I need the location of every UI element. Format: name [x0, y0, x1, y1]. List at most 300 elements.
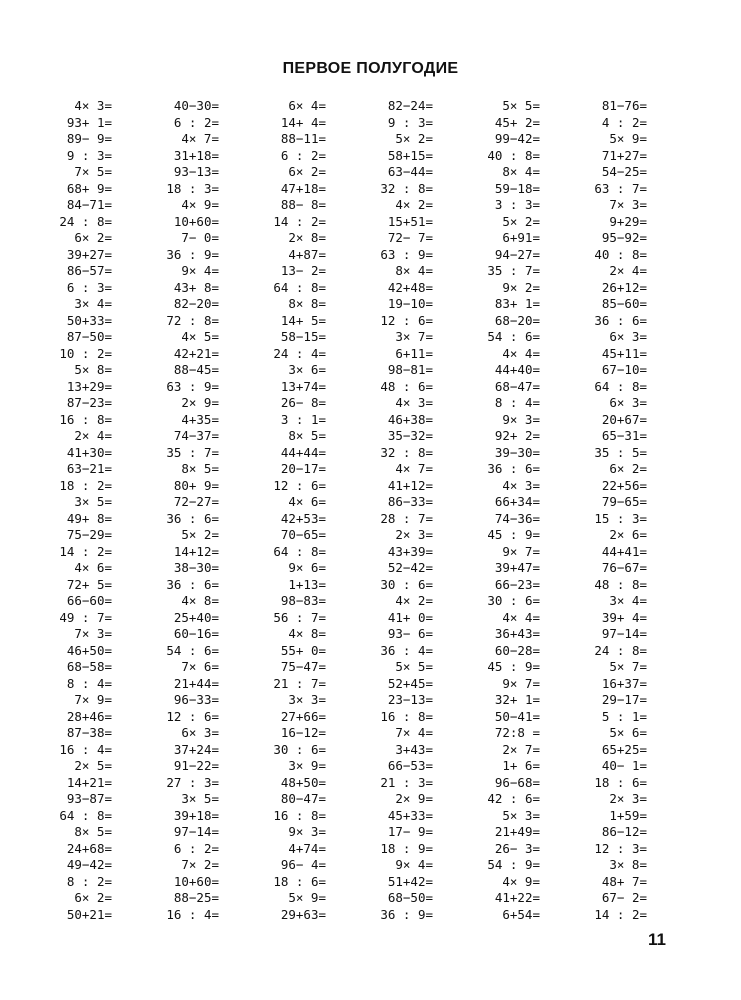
exercise-item: 36 : 9=: [166, 246, 219, 262]
exercise-item: 16 : 4=: [59, 741, 112, 757]
exercise-item: 36 : 9=: [380, 906, 433, 922]
exercise-item: 39+ 4=: [601, 609, 647, 625]
exercise-item: 4× 6=: [74, 560, 112, 575]
exercise-item: 16 : 4=: [166, 906, 219, 922]
exercise-item: 54 : 9=: [487, 857, 540, 872]
exercise-item: 41+22=: [494, 890, 540, 905]
exercise-item: 4× 4=: [502, 345, 540, 361]
exercise-item: 3× 7=: [395, 329, 433, 344]
exercise-item: 97−14=: [601, 626, 647, 641]
exercise-item: 2× 9=: [395, 791, 433, 806]
exercise-column: [40, 98, 147, 923]
exercise-item: 87−50=: [66, 329, 112, 344]
exercise-item: 45 : 9=: [487, 659, 540, 674]
exercise-item: 2× 3=: [609, 791, 647, 806]
exercise-item: 7− 0=: [181, 230, 219, 245]
exercise-item: 14 : 2=: [273, 213, 326, 229]
exercise-item: 5× 2=: [395, 131, 433, 146]
exercise-item: 3× 5=: [181, 791, 219, 806]
exercise-item: 93− 6=: [387, 626, 433, 641]
exercise-item: 4+74=: [288, 840, 326, 856]
exercise-item: 48 : 8=: [594, 576, 647, 592]
exercise-item: 8× 5=: [288, 428, 326, 443]
exercise-item: 32 : 8=: [380, 444, 433, 460]
exercise-item: 30 : 6=: [487, 593, 540, 608]
exercise-item: 49 : 7=: [59, 609, 112, 625]
exercise-item: 45+33=: [387, 807, 433, 823]
exercise-item: 42 : 6=: [487, 791, 540, 806]
exercise-item: 2× 3=: [395, 527, 433, 542]
exercise-item: 30 : 6=: [380, 576, 433, 592]
exercise-item: 6 : 2=: [173, 840, 219, 856]
exercise-item: 46+50=: [66, 642, 112, 658]
exercise-item: 96− 4=: [280, 857, 326, 872]
exercise-item: 4× 9=: [502, 873, 540, 889]
exercise-item: 50+33=: [66, 312, 112, 328]
exercise-item: 18 : 9=: [380, 840, 433, 856]
exercise-item: 10+60=: [173, 873, 219, 889]
exercise-item: 92+ 2=: [494, 428, 540, 443]
exercise-item: 24 : 8=: [59, 213, 112, 229]
exercise-item: 86−57=: [66, 263, 112, 278]
exercise-item: 2× 5=: [74, 758, 112, 773]
exercise-item: 68−50=: [387, 890, 433, 905]
exercise-item: 19−10=: [387, 296, 433, 311]
exercise-item: 87−38=: [66, 725, 112, 740]
exercise-item: 68−58=: [66, 659, 112, 674]
exercise-item: 12 : 6=: [273, 477, 326, 493]
exercise-item: 4+87=: [288, 246, 326, 262]
exercise-item: 81−76=: [601, 98, 647, 113]
exercise-item: 2× 9=: [181, 395, 219, 410]
exercise-item: 2× 4=: [74, 428, 112, 443]
exercise-item: 7× 3=: [74, 626, 112, 641]
exercise-item: 8× 5=: [74, 824, 112, 839]
exercise-item: 5× 5=: [502, 98, 540, 113]
exercise-item: 6+91=: [502, 230, 540, 245]
exercise-item: 67− 2=: [601, 890, 647, 905]
exercise-item: 43+ 8=: [173, 279, 219, 295]
exercise-item: 4× 2=: [395, 197, 433, 212]
exercise-item: 40−30=: [173, 98, 219, 113]
exercise-item: 8× 8=: [288, 296, 326, 311]
exercise-item: 14+ 4=: [280, 114, 326, 130]
exercise-item: 63 : 9=: [380, 246, 433, 262]
exercise-item: 21+49=: [494, 824, 540, 839]
exercise-item: 8× 5=: [181, 461, 219, 476]
exercise-item: 9× 4=: [181, 263, 219, 278]
exercise-item: 95−92=: [601, 230, 647, 245]
exercise-item: 1+ 6=: [502, 758, 540, 773]
exercise-item: 6× 3=: [609, 329, 647, 344]
exercise-item: 4 : 2=: [601, 114, 647, 130]
exercise-item: 9× 7=: [502, 543, 540, 559]
exercise-item: 24+68=: [66, 840, 112, 856]
exercise-item: 13+29=: [66, 378, 112, 394]
exercise-item: 35 : 7=: [166, 444, 219, 460]
exercise-item: 49+ 8=: [66, 510, 112, 526]
exercise-item: 14 : 2=: [594, 906, 647, 922]
exercise-item: 9× 2=: [502, 279, 540, 295]
exercise-item: 27+66=: [280, 708, 326, 724]
exercise-item: 51+42=: [387, 873, 433, 889]
exercise-item: 6× 3=: [181, 725, 219, 740]
exercise-item: 42+48=: [387, 279, 433, 295]
exercise-item: 96−68=: [494, 774, 540, 790]
exercise-item: 10 : 2=: [59, 345, 112, 361]
exercise-item: 12 : 3=: [594, 840, 647, 856]
exercise-item: 16−12=: [280, 725, 326, 740]
exercise-item: 39+18=: [173, 807, 219, 823]
exercise-item: 52+45=: [387, 675, 433, 691]
exercise-item: 8 : 4=: [66, 675, 112, 691]
exercise-item: 4× 8=: [181, 593, 219, 608]
exercise-item: 88− 8=: [280, 197, 326, 212]
exercise-item: 47+18=: [280, 180, 326, 196]
exercise-item: 36 : 4=: [380, 642, 433, 658]
exercise-item: 13− 2=: [280, 263, 326, 278]
exercise-item: 14+12=: [173, 543, 219, 559]
page-number: 11: [648, 930, 666, 949]
exercise-item: 63−44=: [387, 164, 433, 179]
exercise-item: 7× 2=: [181, 857, 219, 872]
exercise-item: 89− 9=: [66, 131, 112, 146]
exercise-item: 54−25=: [601, 164, 647, 179]
exercise-item: 84−71=: [66, 197, 112, 212]
exercise-item: 6× 2=: [288, 164, 326, 179]
exercise-item: 4× 3=: [502, 477, 540, 493]
exercise-item: 44+41=: [601, 543, 647, 559]
exercise-item: 85−60=: [601, 296, 647, 311]
exercise-item: 9 : 3=: [387, 114, 433, 130]
exercise-item: 7× 5=: [74, 164, 112, 179]
exercise-item: 88−25=: [173, 890, 219, 905]
exercise-item: 76−67=: [601, 560, 647, 575]
exercise-item: 74−36=: [494, 510, 540, 526]
exercise-column: [361, 98, 468, 923]
exercise-item: 66−23=: [494, 576, 540, 592]
exercise-item: 9× 3=: [502, 411, 540, 427]
exercise-item: 9+29=: [609, 213, 647, 229]
exercise-item: 8× 4=: [502, 164, 540, 179]
exercise-item: 25+40=: [173, 609, 219, 625]
exercise-item: 8 : 4=: [494, 395, 540, 410]
exercise-item: 18 : 3=: [166, 180, 219, 196]
exercise-item: 60−28=: [494, 642, 540, 658]
exercise-item: 5× 5=: [395, 659, 433, 674]
exercise-item: 6+11=: [395, 345, 433, 361]
exercise-item: 1+13=: [288, 576, 326, 592]
exercise-item: 52−42=: [387, 560, 433, 575]
exercise-item: 6× 4=: [288, 98, 326, 113]
exercise-item: 36 : 6=: [487, 461, 540, 476]
exercise-item: 20+67=: [601, 411, 647, 427]
exercise-item: 15 : 3=: [594, 510, 647, 526]
exercise-item: 88−11=: [280, 131, 326, 146]
exercise-item: 6+54=: [502, 906, 540, 922]
exercise-item: 5× 2=: [181, 527, 219, 542]
exercise-item: 54 : 6=: [166, 642, 219, 658]
exercise-item: 48 : 6=: [380, 378, 433, 394]
exercise-item: 15+51=: [387, 213, 433, 229]
exercise-item: 72 : 8=: [166, 312, 219, 328]
exercise-item: 40 : 8=: [487, 147, 540, 163]
exercise-item: 9× 3=: [288, 824, 326, 839]
exercise-item: 82−24=: [387, 98, 433, 113]
exercise-item: 31+18=: [173, 147, 219, 163]
exercise-item: 5 : 1=: [601, 708, 647, 724]
exercise-item: 30 : 6=: [273, 741, 326, 757]
exercise-item: 44+40=: [494, 362, 540, 377]
exercise-item: 5× 9=: [609, 131, 647, 146]
exercise-item: 29−17=: [601, 692, 647, 707]
exercise-item: 55+ 0=: [280, 642, 326, 658]
exercise-item: 5× 9=: [288, 890, 326, 905]
exercise-item: 64 : 8=: [273, 543, 326, 559]
exercise-item: 2× 7=: [502, 741, 540, 757]
exercise-item: 3× 6=: [288, 362, 326, 377]
exercise-item: 87−23=: [66, 395, 112, 410]
exercise-item: 99−42=: [494, 131, 540, 146]
exercise-item: 80+ 9=: [173, 477, 219, 493]
exercise-item: 65−31=: [601, 428, 647, 443]
exercise-item: 4+35=: [181, 411, 219, 427]
exercise-item: 4× 8=: [288, 626, 326, 641]
exercise-item: 16 : 8=: [59, 411, 112, 427]
exercise-item: 4× 3=: [395, 395, 433, 410]
exercise-item: 4× 9=: [181, 197, 219, 212]
exercise-item: 50−41=: [494, 708, 540, 724]
exercise-item: 4× 7=: [395, 461, 433, 476]
exercise-item: 9× 6=: [288, 560, 326, 575]
exercise-item: 26+12=: [601, 279, 647, 295]
exercise-item: 48+50=: [280, 774, 326, 790]
exercise-item: 6× 3=: [609, 395, 647, 410]
exercise-item: 32 : 8=: [380, 180, 433, 196]
exercise-item: 1+59=: [609, 807, 647, 823]
exercise-item: 66+34=: [494, 494, 540, 509]
exercise-item: 41+ 0=: [387, 609, 433, 625]
exercise-item: 72+ 5=: [66, 576, 112, 592]
exercise-item: 6 : 2=: [280, 147, 326, 163]
exercise-item: 63 : 9=: [166, 378, 219, 394]
exercise-item: 3× 8=: [609, 857, 647, 872]
exercise-item: 72:8 =: [494, 725, 540, 740]
exercise-item: 7× 4=: [395, 725, 433, 740]
exercise-item: 4× 4=: [502, 609, 540, 625]
exercise-item: 86−33=: [387, 494, 433, 509]
exercise-item: 3× 4=: [609, 593, 647, 608]
exercise-item: 68−47=: [494, 378, 540, 394]
exercise-item: 2× 6=: [609, 527, 647, 542]
exercise-item: 16 : 8=: [380, 708, 433, 724]
exercise-item: 3× 3=: [288, 692, 326, 707]
exercise-item: 5× 8=: [74, 362, 112, 377]
exercise-item: 63−21=: [66, 461, 112, 476]
exercise-item: 93−87=: [66, 791, 112, 806]
exercise-item: 66−53=: [387, 758, 433, 773]
exercise-item: 5× 2=: [502, 213, 540, 229]
exercise-item: 79−65=: [601, 494, 647, 509]
exercise-item: 20−17=: [280, 461, 326, 476]
exercise-item: 42+53=: [280, 510, 326, 526]
exercise-item: 16+37=: [601, 675, 647, 691]
exercise-item: 40 : 8=: [594, 246, 647, 262]
exercise-column: [147, 98, 254, 923]
exercise-item: 3× 4=: [74, 296, 112, 311]
exercise-item: 18 : 6=: [594, 774, 647, 790]
exercise-item: 63 : 7=: [594, 180, 647, 196]
exercise-item: 64 : 8=: [59, 807, 112, 823]
exercise-item: 7× 3=: [609, 197, 647, 212]
exercise-item: 4× 3=: [74, 98, 112, 113]
exercise-item: 18 : 2=: [59, 477, 112, 493]
exercise-item: 28+46=: [66, 708, 112, 724]
exercise-item: 56 : 7=: [273, 609, 326, 625]
exercise-item: 6× 2=: [74, 890, 112, 905]
exercise-item: 38−30=: [173, 560, 219, 575]
exercise-item: 14+21=: [66, 774, 112, 790]
exercise-item: 37+24=: [173, 741, 219, 757]
exercise-item: 36 : 6=: [166, 576, 219, 592]
exercise-item: 98−83=: [280, 593, 326, 608]
exercise-item: 64 : 8=: [273, 279, 326, 295]
exercise-item: 68−20=: [494, 312, 540, 328]
exercise-item: 88−45=: [173, 362, 219, 377]
exercise-item: 49−42=: [66, 857, 112, 872]
exercise-item: 46+38=: [387, 411, 433, 427]
exercise-item: 5× 3=: [502, 807, 540, 823]
exercise-item: 93−13=: [173, 164, 219, 179]
exercise-item: 4× 7=: [181, 131, 219, 146]
exercise-item: 35−32=: [387, 428, 433, 443]
exercise-item: 91−22=: [173, 758, 219, 773]
exercise-item: 22+56=: [601, 477, 647, 493]
exercise-item: 16 : 8=: [273, 807, 326, 823]
exercise-item: 42+21=: [173, 345, 219, 361]
exercise-item: 72−27=: [173, 494, 219, 509]
exercise-item: 12 : 6=: [166, 708, 219, 724]
exercise-column: [254, 98, 361, 923]
exercise-item: 70−65=: [280, 527, 326, 542]
exercise-item: 67−10=: [601, 362, 647, 377]
exercise-item: 60−16=: [173, 626, 219, 641]
exercise-item: 35 : 5=: [594, 444, 647, 460]
exercise-item: 66−60=: [66, 593, 112, 608]
exercise-item: 39−30=: [494, 444, 540, 460]
exercise-item: 58−15=: [280, 329, 326, 344]
exercise-item: 3 : 3=: [494, 197, 540, 212]
exercise-item: 59−18=: [494, 180, 540, 196]
exercise-item: 41+30=: [66, 444, 112, 460]
exercise-item: 93+ 1=: [66, 114, 112, 130]
exercise-item: 97−14=: [173, 824, 219, 839]
exercise-item: 36 : 6=: [166, 510, 219, 526]
exercise-item: 41+12=: [387, 477, 433, 493]
exercise-grid: [40, 98, 682, 923]
exercise-item: 45 : 9=: [487, 527, 540, 542]
exercise-item: 64 : 8=: [594, 378, 647, 394]
exercise-item: 45+11=: [601, 345, 647, 361]
exercise-item: 2× 8=: [288, 230, 326, 245]
exercise-item: 94−27=: [494, 246, 540, 262]
exercise-item: 6× 2=: [74, 230, 112, 245]
exercise-item: 21+44=: [173, 675, 219, 691]
page-title: ПЕРВОЕ ПОЛУГОДИЕ: [282, 60, 459, 77]
exercise-item: 21 : 3=: [380, 774, 433, 790]
exercise-item: 4× 2=: [395, 593, 433, 608]
exercise-item: 8 : 2=: [66, 873, 112, 889]
exercise-item: 32+ 1=: [494, 692, 540, 707]
exercise-item: 44+44=: [280, 444, 326, 460]
exercise-item: 39+47=: [494, 560, 540, 575]
exercise-item: 9× 4=: [395, 857, 433, 872]
exercise-item: 4× 5=: [181, 329, 219, 344]
exercise-item: 5× 6=: [609, 725, 647, 740]
exercise-item: 9× 7=: [502, 675, 540, 691]
exercise-item: 26− 8=: [280, 395, 326, 410]
exercise-item: 96−33=: [173, 692, 219, 707]
exercise-item: 74−37=: [173, 428, 219, 443]
exercise-item: 43+39=: [387, 543, 433, 559]
exercise-item: 12 : 6=: [380, 312, 433, 328]
exercise-column: [468, 98, 575, 923]
exercise-item: 75−47=: [280, 659, 326, 674]
exercise-item: 7× 6=: [181, 659, 219, 674]
exercise-item: 58+15=: [387, 147, 433, 163]
exercise-item: 8× 4=: [395, 263, 433, 278]
exercise-item: 10+60=: [173, 213, 219, 229]
exercise-column: [575, 98, 682, 923]
exercise-item: 13+74=: [280, 378, 326, 394]
exercise-item: 5× 7=: [609, 659, 647, 674]
exercise-item: 24 : 8=: [594, 642, 647, 658]
exercise-item: 14+ 5=: [280, 312, 326, 328]
exercise-item: 29+63=: [280, 906, 326, 922]
exercise-item: 24 : 4=: [273, 345, 326, 361]
exercise-item: 83+ 1=: [494, 296, 540, 311]
exercise-item: 48+ 7=: [601, 873, 647, 889]
exercise-item: 86−12=: [601, 824, 647, 839]
exercise-item: 36 : 6=: [594, 312, 647, 328]
exercise-item: 35 : 7=: [487, 263, 540, 278]
exercise-item: 68+ 9=: [66, 180, 112, 196]
exercise-item: 98−81=: [387, 362, 433, 377]
exercise-item: 40− 1=: [601, 758, 647, 773]
exercise-item: 18 : 6=: [273, 873, 326, 889]
exercise-item: 72− 7=: [387, 230, 433, 245]
exercise-item: 4× 6=: [288, 494, 326, 509]
exercise-item: 54 : 6=: [487, 329, 540, 344]
exercise-item: 82−20=: [173, 296, 219, 311]
exercise-item: 9 : 3=: [66, 147, 112, 163]
exercise-item: 28 : 7=: [380, 510, 433, 526]
exercise-item: 3× 5=: [74, 494, 112, 509]
exercise-item: 39+27=: [66, 246, 112, 262]
exercise-item: 21 : 7=: [273, 675, 326, 691]
exercise-item: 6× 2=: [609, 461, 647, 476]
exercise-item: 2× 4=: [609, 263, 647, 278]
exercise-item: 3+43=: [395, 741, 433, 757]
exercise-item: 26− 3=: [494, 840, 540, 856]
exercise-item: 6 : 3=: [66, 279, 112, 295]
exercise-item: 27 : 3=: [166, 774, 219, 790]
exercise-item: 7× 9=: [74, 692, 112, 707]
exercise-item: 3× 9=: [288, 758, 326, 773]
exercise-item: 36+43=: [494, 626, 540, 641]
exercise-item: 50+21=: [66, 906, 112, 922]
exercise-item: 75−29=: [66, 527, 112, 542]
